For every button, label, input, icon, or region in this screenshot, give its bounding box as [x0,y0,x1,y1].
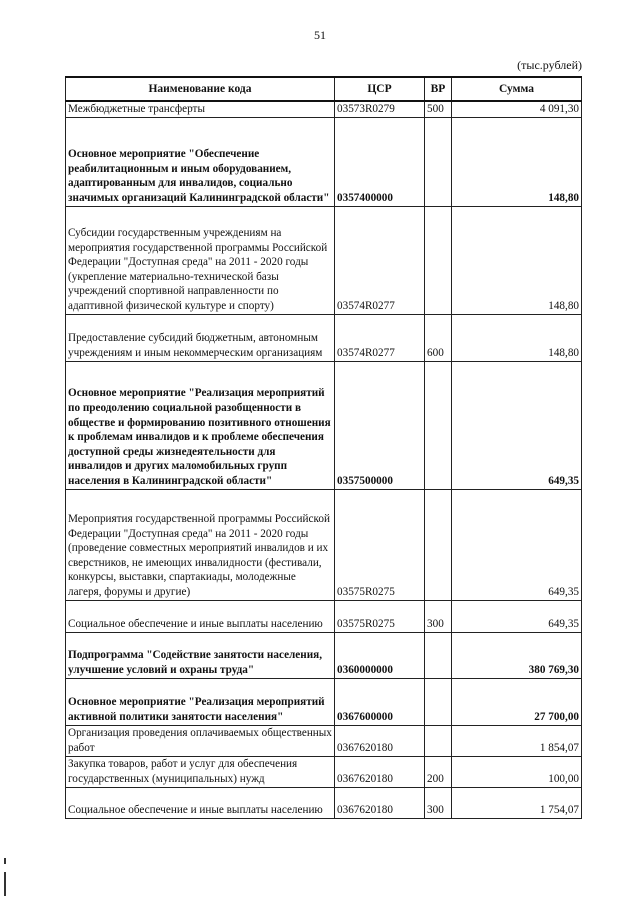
row-csr: 0367620180 [335,787,425,818]
row-vr: 300 [425,787,452,818]
header-sum: Сумма [452,77,582,101]
table-row [66,314,582,361]
table-row [66,600,582,632]
header-name: Наименование кода [66,77,335,101]
table-row [66,678,582,725]
row-sum: 649,35 [452,489,582,600]
budget-table [65,76,582,819]
row-name: Основное мероприятие "Реализация мероприятий по преодолению социальной разобщенности в обществе и формированию позитивного отношения к проблемам инвалидов и к проблеме обеспечения доступной среды жизнедеятельности для инвалидов и других маломобильных групп населения в Калининградской области" [66,361,335,489]
table-row [66,361,582,489]
row-sum: 148,80 [452,206,582,314]
row-vr [425,632,452,678]
header-csr: ЦСР [335,77,425,101]
row-sum: 1 754,07 [452,787,582,818]
row-sum: 380 769,30 [452,632,582,678]
table-header-row [66,77,582,101]
page-number: 51 [314,28,326,42]
row-name: Субсидии государственным учреждениям на мероприятия государственной программы Российской Федерации "Доступная среда" на 2011 - 2020 годы (укрепление материально-технической базы учреждений спортивной направленности по адаптивной физической культуре и спорту) [66,206,335,314]
row-csr: 03573R0279 [335,101,425,117]
row-name: Мероприятия государственной программы Российской Федерации "Доступная среда" на 2011 - 2020 годы (проведение совместных мероприятий инвалидов и их сверстников, не имеющих инвалидности (фестивали, конкурсы, выставки, спартакиады, молодежные лагеря, форумы и другие) [66,489,335,600]
row-csr: 0367600000 [335,678,425,725]
table-row [66,632,582,678]
row-vr: 600 [425,314,452,361]
row-csr: 0357500000 [335,361,425,489]
table-row [66,101,582,117]
row-csr: 03575R0275 [335,600,425,632]
units-label: (тыс.рублей) [517,58,582,72]
row-vr [425,725,452,756]
row-sum: 27 700,00 [452,678,582,725]
row-sum: 649,35 [452,361,582,489]
row-name: Основное мероприятие "Реализация мероприятий активной политики занятости населения" [66,678,335,725]
row-name: Социальное обеспечение и иные выплаты населению [66,600,335,632]
row-csr: 0367620180 [335,725,425,756]
header-vr: ВР [425,77,452,101]
row-csr: 0367620180 [335,756,425,787]
row-name: Предоставление субсидий бюджетным, автономным учреждениям и иным некоммерческим организациям [66,314,335,361]
row-name: Закупка товаров, работ и услуг для обеспечения государственных (муниципальных) нужд [66,756,335,787]
row-sum: 649,35 [452,600,582,632]
row-name: Подпрограмма "Содействие занятости населения, улучшение условий и охраны труда" [66,632,335,678]
row-csr: 0357400000 [335,117,425,206]
row-vr [425,678,452,725]
row-vr [425,361,452,489]
table-row [66,756,582,787]
row-sum: 100,00 [452,756,582,787]
row-csr: 03574R0277 [335,206,425,314]
row-vr [425,117,452,206]
table-row [66,725,582,756]
row-sum: 1 854,07 [452,725,582,756]
scan-margin-mark [4,872,6,896]
row-vr [425,206,452,314]
table-row [66,489,582,600]
row-name: Основное мероприятие "Обеспечение реабилитационным и иным оборудованием, адаптированным для инвалидов, социально значимых организаций Калининградской области" [66,117,335,206]
row-sum: 4 091,30 [452,101,582,117]
scan-margin-mark [4,858,6,864]
row-csr: 03575R0275 [335,489,425,600]
row-sum: 148,80 [452,117,582,206]
row-vr: 300 [425,600,452,632]
row-csr: 03574R0277 [335,314,425,361]
row-vr [425,489,452,600]
row-vr: 200 [425,756,452,787]
table-row [66,117,582,206]
row-vr: 500 [425,101,452,117]
row-sum: 148,80 [452,314,582,361]
row-name: Организация проведения оплачиваемых общественных работ [66,725,335,756]
row-csr: 0360000000 [335,632,425,678]
row-name: Межбюджетные трансферты [66,101,335,117]
row-name: Социальное обеспечение и иные выплаты населению [66,787,335,818]
table-row [66,787,582,818]
table-row [66,206,582,314]
